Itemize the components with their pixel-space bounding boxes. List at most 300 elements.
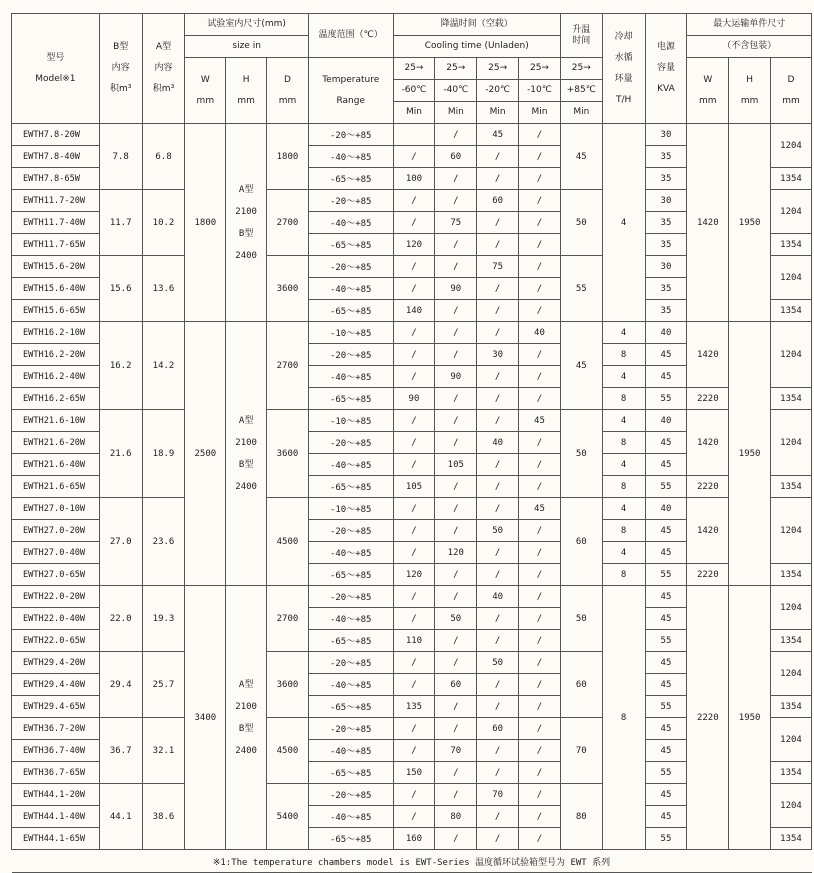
table-row [12, 586, 812, 608]
ship-depth-cell: 1354 [771, 630, 812, 652]
cool-40-cell: / [435, 652, 477, 674]
cool-10-cell: / [519, 124, 561, 146]
cool-60-cell: / [393, 454, 435, 476]
cool-60-cell: / [393, 652, 435, 674]
cool-20-cell: / [477, 366, 519, 388]
heat-time-cell: 50 [560, 190, 602, 256]
cooling-water-cell: 8 [602, 388, 645, 410]
power-cell: 45 [645, 520, 687, 542]
cool-10-cell: 45 [519, 410, 561, 432]
cool-10-cell: / [519, 278, 561, 300]
model-cell: EWTH16.2-65W [12, 388, 100, 410]
cool-40-cell: / [435, 718, 477, 740]
ship-depth-cell: 1204 [771, 586, 812, 630]
heat-time-cell: 45 [560, 322, 602, 410]
ship-size-header: 最大运输单件尺寸 [687, 14, 812, 36]
cool-40-cell: / [435, 498, 477, 520]
temp-range-cell: -40～+85 [308, 212, 393, 234]
heat-temp: +85℃ [560, 80, 602, 102]
h-type-stack: A型 2100 B型 2400 [235, 415, 257, 492]
power-cell: 40 [645, 322, 687, 344]
b-volume-cell: 44.1 [99, 784, 142, 850]
cooling-water-cell: 4 [602, 322, 645, 344]
a-volume-cell: 38.6 [142, 784, 185, 850]
power-cell: 45 [645, 718, 687, 740]
b-volume-cell: 36.7 [99, 718, 142, 784]
cool-10-cell: / [519, 146, 561, 168]
cool-40-cell: / [435, 124, 477, 146]
model-cell: EWTH27.0-40W [12, 542, 100, 564]
cooling-water-header: 冷却 水循 环量 T/H [602, 14, 645, 124]
cool-40-cell: 105 [435, 454, 477, 476]
cool-60-cell: 105 [393, 476, 435, 498]
power-cell: 55 [645, 762, 687, 784]
cool-10-cell: / [519, 366, 561, 388]
inner-depth-cell: 3600 [267, 410, 309, 498]
temp-range-cell: -20～+85 [308, 520, 393, 542]
power-cell: 55 [645, 696, 687, 718]
cooling-water-cell: 4 [602, 498, 645, 520]
cool-40-cell: 75 [435, 212, 477, 234]
model-cell: EWTH16.2-10W [12, 322, 100, 344]
cool-10-cell: / [519, 542, 561, 564]
temp-range-cell: -20～+85 [308, 784, 393, 806]
cool-10-cell: / [519, 454, 561, 476]
power-cell: 55 [645, 476, 687, 498]
power-cell: 45 [645, 454, 687, 476]
inner-width-cell: 2500 [185, 322, 226, 586]
cool-40-cell: / [435, 256, 477, 278]
cool-20-cell: / [477, 410, 519, 432]
b-volume-cell: 27.0 [99, 498, 142, 586]
cool-40-cell: 70 [435, 740, 477, 762]
cool-60-cell: / [393, 212, 435, 234]
ship-width-cell: 2220 [687, 476, 729, 498]
cool-60-cell: 140 [393, 300, 435, 322]
ship-h-header: H mm [729, 58, 771, 124]
a-volume-cell: 14.2 [142, 322, 185, 410]
cool-40-cell: 90 [435, 366, 477, 388]
cool-10-cell: / [519, 806, 561, 828]
inner-width-cell: 1800 [185, 124, 226, 322]
model-cell: EWTH11.7-20W [12, 190, 100, 212]
heat-time-cell: 45 [560, 124, 602, 190]
cool-40-cell: 120 [435, 542, 477, 564]
model-cell: EWTH36.7-65W [12, 762, 100, 784]
cooling-water-cell: 4 [602, 366, 645, 388]
b-volume-cell: 21.6 [99, 410, 142, 498]
cool-60-cell: / [393, 366, 435, 388]
w-header: W mm [185, 58, 226, 124]
cool-20-cell: / [477, 564, 519, 586]
footnote: ※1:The temperature chambers model is EWT-Series 温度循环试验箱型号为 EWT 系列 [12, 850, 812, 873]
model-cell: EWTH21.6-40W [12, 454, 100, 476]
heat-head: 25→ [560, 58, 602, 80]
cool-40-cell: / [435, 190, 477, 212]
cool-60-cell: / [393, 586, 435, 608]
cool-20-cell: / [477, 300, 519, 322]
power-cell: 55 [645, 564, 687, 586]
inner-height-cell [226, 124, 267, 322]
cool-40-cell: / [435, 234, 477, 256]
ship-depth-cell: 1354 [771, 696, 812, 718]
cool-40-cell: 60 [435, 674, 477, 696]
heat-time-cell: 50 [560, 410, 602, 498]
cool60-unit: Min [393, 102, 435, 124]
cool-20-cell: / [477, 674, 519, 696]
cool-20-cell: / [477, 762, 519, 784]
model-cell: EWTH44.1-40W [12, 806, 100, 828]
cool-40-cell: / [435, 762, 477, 784]
cool-60-cell [393, 124, 435, 146]
temp-range-cell: -40～+85 [308, 740, 393, 762]
power-cell: 45 [645, 608, 687, 630]
model-cell: EWTH7.8-40W [12, 146, 100, 168]
temp-range-cell: -65～+85 [308, 762, 393, 784]
cool-20-cell: / [477, 476, 519, 498]
temp-range-cell: -65～+85 [308, 564, 393, 586]
h-type-stack: A型 2100 B型 2400 [235, 679, 257, 756]
inner-depth-cell: 4500 [267, 498, 309, 586]
cool-60-cell: 120 [393, 564, 435, 586]
model-cell: EWTH21.6-20W [12, 432, 100, 454]
cooling-time-cn-header: 降温时间（空载） [393, 14, 560, 36]
heat-time-cell: 50 [560, 586, 602, 652]
ship-width-cell: 1420 [687, 410, 729, 476]
cool-60-cell: / [393, 190, 435, 212]
b-volume-cell: 29.4 [99, 652, 142, 718]
b-volume-cell: 15.6 [99, 256, 142, 322]
a-volume-cell: 10.2 [142, 190, 185, 256]
power-cell: 55 [645, 388, 687, 410]
cool-60-cell: / [393, 608, 435, 630]
cool-60-cell: 150 [393, 762, 435, 784]
cool-40-cell: 60 [435, 146, 477, 168]
cool-40-cell: / [435, 586, 477, 608]
cool-10-cell: / [519, 674, 561, 696]
ship-width-cell: 2220 [687, 586, 729, 850]
ship-depth-cell: 1354 [771, 388, 812, 410]
cool-60-cell: / [393, 542, 435, 564]
cool-10-cell: / [519, 344, 561, 366]
temp-range-cell: -65～+85 [308, 630, 393, 652]
power-cell: 45 [645, 344, 687, 366]
cool60-head: 25→ [393, 58, 435, 80]
ship-depth-cell: 1354 [771, 828, 812, 850]
model-cell: EWTH16.2-20W [12, 344, 100, 366]
cool-10-cell: / [519, 190, 561, 212]
h-type-stack: A型 2100 B型 2400 [235, 184, 257, 261]
inner-width-cell: 3400 [185, 586, 226, 850]
cool-10-cell: 40 [519, 322, 561, 344]
power-cell: 35 [645, 168, 687, 190]
inner-depth-cell: 3600 [267, 652, 309, 718]
ship-height-cell: 1950 [729, 124, 771, 322]
temp-range-cell: -10～+85 [308, 322, 393, 344]
cool-40-cell: / [435, 410, 477, 432]
temp-range-cell: -20～+85 [308, 190, 393, 212]
power-cell: 45 [645, 806, 687, 828]
cool-20-cell: / [477, 322, 519, 344]
a-volume-cell: 25.7 [142, 652, 185, 718]
temp-range-cell: -20～+85 [308, 124, 393, 146]
cool-10-cell: / [519, 784, 561, 806]
cool-10-cell: / [519, 718, 561, 740]
a-volume-header: A型 内容 积m³ [142, 14, 185, 124]
model-cell: EWTH7.8-65W [12, 168, 100, 190]
ship-width-cell: 1420 [687, 124, 729, 322]
power-cell: 45 [645, 652, 687, 674]
cool-20-cell: / [477, 388, 519, 410]
power-cell: 35 [645, 212, 687, 234]
cool-40-cell: / [435, 784, 477, 806]
inner-depth-cell: 5400 [267, 784, 309, 850]
ship-depth-cell: 1354 [771, 234, 812, 256]
power-cell: 55 [645, 828, 687, 850]
b-volume-cell: 11.7 [99, 190, 142, 256]
b-volume-header: B型 内容 积m³ [99, 14, 142, 124]
power-cell: 30 [645, 124, 687, 146]
cool-10-cell: / [519, 586, 561, 608]
temp-range-cell: -40～+85 [308, 366, 393, 388]
cool-10-cell: / [519, 168, 561, 190]
temp-range-cell: -20～+85 [308, 256, 393, 278]
ship-depth-cell: 1204 [771, 410, 812, 476]
cool-60-cell: / [393, 278, 435, 300]
cool-60-cell: / [393, 432, 435, 454]
cool-20-cell: / [477, 630, 519, 652]
temp-range-cell: -65～+85 [308, 388, 393, 410]
cool-10-cell: / [519, 762, 561, 784]
cool60-temp: -60℃ [393, 80, 435, 102]
inner-size-header: 试验室内尺寸(mm) [185, 14, 308, 36]
cooling-water-cell: 8 [602, 344, 645, 366]
cool-60-cell: / [393, 344, 435, 366]
heat-time-cell: 60 [560, 498, 602, 586]
table-row [12, 124, 812, 146]
heat-time-cell: 55 [560, 256, 602, 322]
a-volume-cell: 18.9 [142, 410, 185, 498]
cool-60-cell: / [393, 146, 435, 168]
ship-width-cell: 2220 [687, 564, 729, 586]
cool-20-cell: / [477, 542, 519, 564]
table-header [12, 14, 812, 124]
ship-depth-cell: 1204 [771, 498, 812, 564]
inner-depth-cell: 4500 [267, 718, 309, 784]
model-cell: EWTH27.0-20W [12, 520, 100, 542]
cool-10-cell: / [519, 828, 561, 850]
cool-10-cell: / [519, 432, 561, 454]
model-cell: EWTH36.7-40W [12, 740, 100, 762]
size-in-header: size in [185, 36, 308, 58]
power-cell: 30 [645, 256, 687, 278]
model-cell: EWTH27.0-10W [12, 498, 100, 520]
cool-40-cell: / [435, 322, 477, 344]
a-volume-cell: 13.6 [142, 256, 185, 322]
cool40-temp: -40℃ [435, 80, 477, 102]
cool-40-cell: / [435, 168, 477, 190]
cool-20-cell: / [477, 696, 519, 718]
cool-20-cell: / [477, 498, 519, 520]
cool-10-cell: / [519, 652, 561, 674]
ship-width-cell: 2220 [687, 388, 729, 410]
cool-40-cell: 50 [435, 608, 477, 630]
cool-20-cell: 50 [477, 652, 519, 674]
cool-20-cell: 45 [477, 124, 519, 146]
cooling-water-cell: 8 [602, 476, 645, 498]
cool-60-cell: / [393, 322, 435, 344]
cool-60-cell: / [393, 410, 435, 432]
model-header: 型号 Model※1 [12, 14, 100, 124]
cooling-water-cell: 4 [602, 542, 645, 564]
cool-60-cell: 135 [393, 696, 435, 718]
cool10-temp: -10℃ [519, 80, 561, 102]
cool-10-cell: / [519, 212, 561, 234]
heat-time-cell: 60 [560, 652, 602, 718]
table-body [12, 124, 812, 850]
temp-range-cell: -20～+85 [308, 586, 393, 608]
cool-10-cell: / [519, 630, 561, 652]
cooling-water-cell: 8 [602, 520, 645, 542]
ship-width-cell: 1420 [687, 498, 729, 564]
power-cell: 55 [645, 630, 687, 652]
temp-range-cn-header: 温度范围（℃） [308, 14, 393, 58]
cool-10-cell: / [519, 740, 561, 762]
model-cell: EWTH22.0-20W [12, 586, 100, 608]
cool-20-cell: 70 [477, 784, 519, 806]
d-header: D mm [267, 58, 309, 124]
b-volume-cell: 22.0 [99, 586, 142, 652]
model-cell: EWTH21.6-65W [12, 476, 100, 498]
model-cell: EWTH16.2-40W [12, 366, 100, 388]
cool40-unit: Min [435, 102, 477, 124]
temp-range-cell: -65～+85 [308, 696, 393, 718]
cool-20-cell: 30 [477, 344, 519, 366]
power-cell: 45 [645, 432, 687, 454]
ship-depth-cell: 1204 [771, 256, 812, 300]
heat-time-cell: 80 [560, 784, 602, 850]
inner-depth-cell: 1800 [267, 124, 309, 190]
model-cell: EWTH21.6-10W [12, 410, 100, 432]
ship-w-header: W mm [687, 58, 729, 124]
power-cell: 40 [645, 498, 687, 520]
model-cell: EWTH29.4-40W [12, 674, 100, 696]
ship-depth-cell: 1354 [771, 564, 812, 586]
cool-40-cell: 90 [435, 278, 477, 300]
inner-height-cell [226, 586, 267, 850]
cool-40-cell: / [435, 344, 477, 366]
cooling-water-cell: 8 [602, 564, 645, 586]
cool-20-cell: / [477, 454, 519, 476]
cool-40-cell: / [435, 432, 477, 454]
cooling-water-cell: 8 [602, 586, 645, 850]
ship-depth-cell: 1354 [771, 300, 812, 322]
power-cell: 35 [645, 146, 687, 168]
cool-20-cell: / [477, 828, 519, 850]
cool-60-cell: / [393, 520, 435, 542]
model-cell: EWTH15.6-65W [12, 300, 100, 322]
inner-height-cell [226, 322, 267, 586]
power-cell: 45 [645, 784, 687, 806]
cool-40-cell: / [435, 388, 477, 410]
cool-40-cell: / [435, 696, 477, 718]
cool-20-cell: / [477, 608, 519, 630]
power-cell: 45 [645, 542, 687, 564]
ship-depth-cell: 1354 [771, 476, 812, 498]
cool-10-cell: / [519, 476, 561, 498]
inner-depth-cell: 2700 [267, 322, 309, 410]
ship-depth-cell: 1204 [771, 322, 812, 388]
cool-60-cell: / [393, 806, 435, 828]
model-cell: EWTH22.0-40W [12, 608, 100, 630]
temp-range-cell: -40～+85 [308, 542, 393, 564]
cool-10-cell: / [519, 388, 561, 410]
cool-60-cell: / [393, 784, 435, 806]
model-cell: EWTH15.6-20W [12, 256, 100, 278]
cool-10-cell: / [519, 696, 561, 718]
cool-10-cell: / [519, 256, 561, 278]
inner-depth-cell: 2700 [267, 586, 309, 652]
cool-20-cell: 40 [477, 586, 519, 608]
cool-40-cell: / [435, 630, 477, 652]
cool-10-cell: / [519, 234, 561, 256]
cool-40-cell: / [435, 520, 477, 542]
ship-width-cell: 1420 [687, 322, 729, 388]
cool-60-cell: / [393, 718, 435, 740]
model-cell: EWTH27.0-65W [12, 564, 100, 586]
cool-20-cell: 75 [477, 256, 519, 278]
temp-range-cell: -40～+85 [308, 806, 393, 828]
a-volume-cell: 6.8 [142, 124, 185, 190]
temp-range-cell: -40～+85 [308, 278, 393, 300]
model-cell: EWTH11.7-65W [12, 234, 100, 256]
inner-depth-cell: 2700 [267, 190, 309, 256]
cool-10-cell: / [519, 300, 561, 322]
cool-60-cell: / [393, 498, 435, 520]
temp-range-cell: -65～+85 [308, 828, 393, 850]
temp-range-cell: -40～+85 [308, 674, 393, 696]
cool10-head: 25→ [519, 58, 561, 80]
ship-depth-cell: 1204 [771, 124, 812, 168]
temp-range-cell: -65～+85 [308, 234, 393, 256]
cool-40-cell: / [435, 828, 477, 850]
ship-d-header: D mm [771, 58, 812, 124]
temp-range-cell: -20～+85 [308, 718, 393, 740]
power-cell: 30 [645, 190, 687, 212]
cool-20-cell: / [477, 806, 519, 828]
cool-20-cell: 60 [477, 718, 519, 740]
power-cell: 45 [645, 586, 687, 608]
temp-range-cell: -65～+85 [308, 300, 393, 322]
temp-range-cell: -65～+85 [308, 168, 393, 190]
cool-20-cell: 50 [477, 520, 519, 542]
b-volume-cell: 16.2 [99, 322, 142, 410]
model-cell: EWTH29.4-20W [12, 652, 100, 674]
cooling-water-cell: 4 [602, 124, 645, 322]
h-header: H mm [226, 58, 267, 124]
cool40-head: 25→ [435, 58, 477, 80]
ship-depth-cell: 1204 [771, 718, 812, 762]
model-cell: EWTH29.4-65W [12, 696, 100, 718]
cool-20-cell: / [477, 740, 519, 762]
temp-range-cell: -20～+85 [308, 652, 393, 674]
cool-60-cell: / [393, 256, 435, 278]
cool-20-cell: 60 [477, 190, 519, 212]
cool-20-cell: / [477, 212, 519, 234]
power-cell: 35 [645, 234, 687, 256]
cool-40-cell: / [435, 300, 477, 322]
cool-40-cell: / [435, 564, 477, 586]
